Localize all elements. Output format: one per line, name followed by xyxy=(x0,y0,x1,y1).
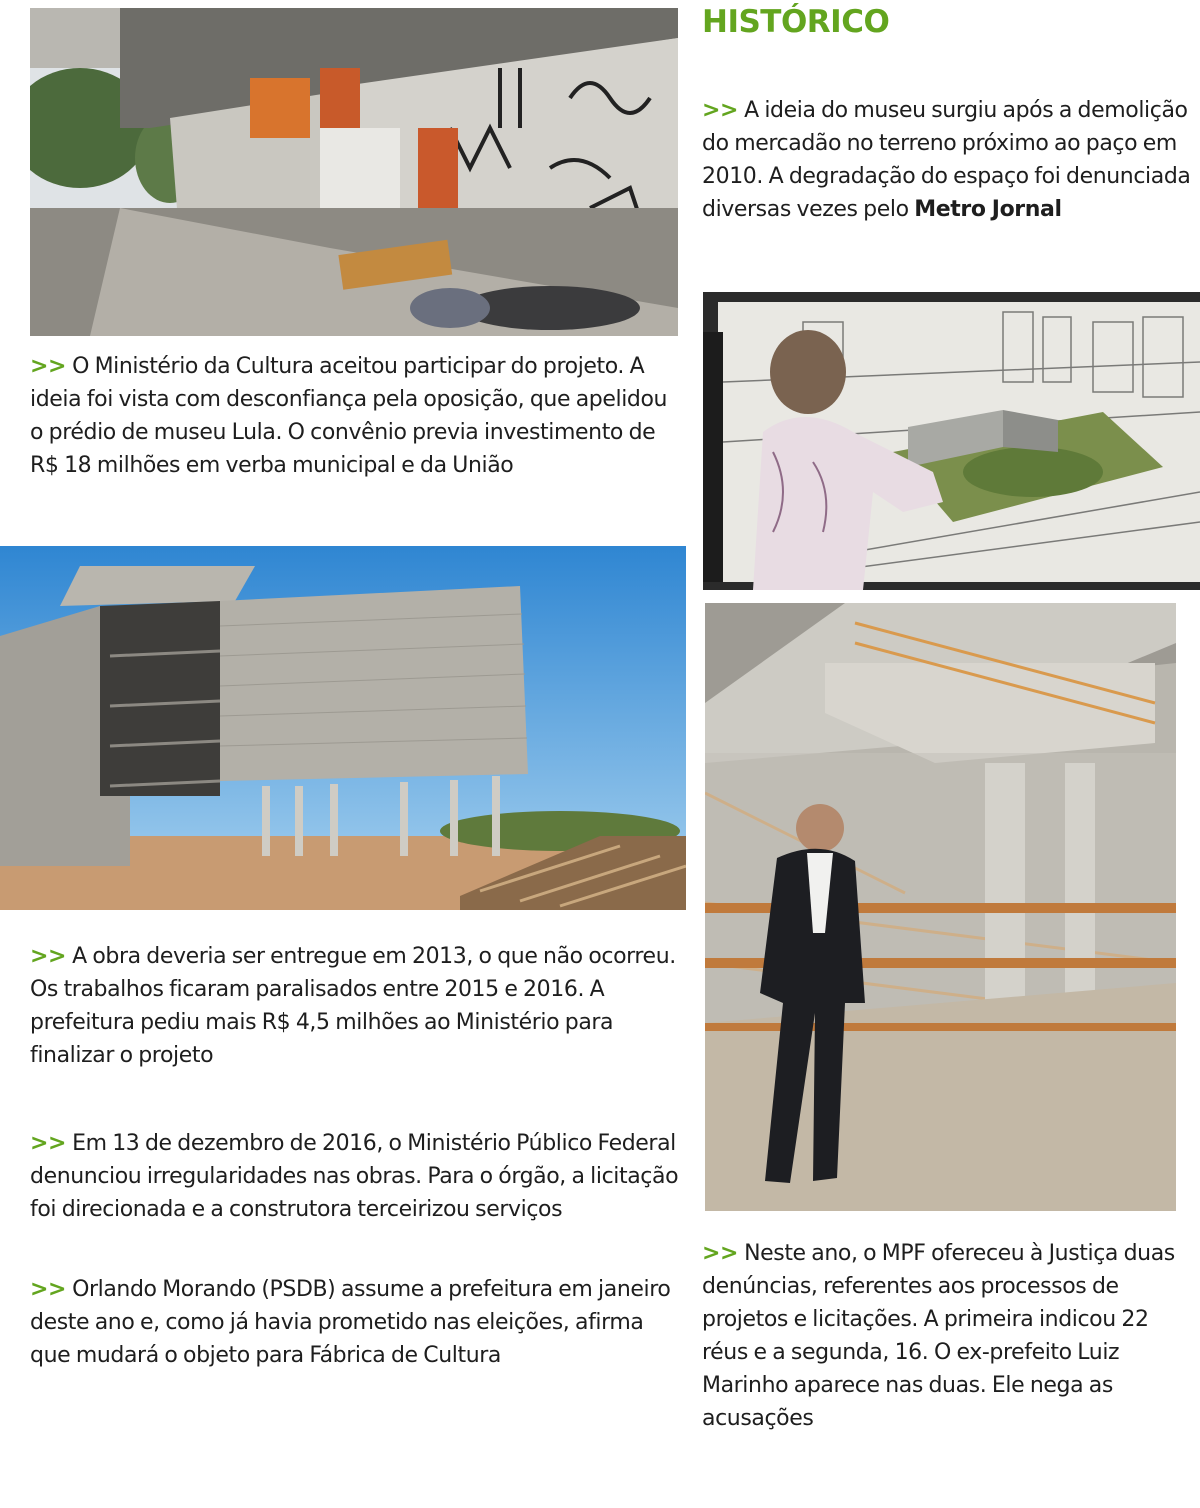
dezembro-text: Em 13 de dezembro de 2016, o Ministério Público Federal denunciou irregularidades nas obras. Para o órgão, a licitação foi direcionada e a construtora terceirizou serviços xyxy=(30,1131,679,1222)
obra-text: A obra deveria ser entregue em 2013, o que não ocorreu. Os trabalhos ficaram paralisados entre 2015 e 2016. A prefeitura pediu mais R$ 4,5 milhões ao Ministério para finalizar o projeto xyxy=(30,944,676,1068)
ministerio-text: O Ministério da Cultura aceitou participar do projeto. A ideia foi vista com desconfiança pela oposição, que apelidou o prédio de museu Lula. O convênio previa investimento de R$ 18 milhões em verba municipal e da União xyxy=(30,354,668,478)
concrete-building-photo xyxy=(0,546,686,910)
dezembro-paragraph xyxy=(30,1127,680,1226)
orlando-text: Orlando Morando (PSDB) assume a prefeitura em janeiro deste ano e, como já havia prometido nas eleições, afirma que mudará o objeto para Fábrica de Cultura xyxy=(30,1277,671,1368)
metro-jornal-text: Metro Jornal xyxy=(914,197,1062,222)
obra-paragraph xyxy=(30,940,680,1072)
mpf-paragraph xyxy=(702,1237,1192,1435)
orlando-paragraph xyxy=(30,1273,680,1372)
bullet-marker: >> xyxy=(30,1131,67,1156)
bullet-marker: >> xyxy=(702,98,739,123)
model-sketch-photo xyxy=(703,292,1200,590)
man-in-building-photo xyxy=(705,603,1176,1211)
graffiti-street-photo xyxy=(30,8,678,336)
historico-paragraph xyxy=(702,94,1192,226)
bullet-marker: >> xyxy=(30,944,67,969)
ministerio-paragraph xyxy=(30,350,680,482)
bullet-marker: >> xyxy=(30,354,67,379)
bullet-marker: >> xyxy=(702,1241,739,1266)
section-title: HISTÓRICO xyxy=(702,4,890,40)
mpf-text: Neste ano, o MPF ofereceu à Justiça duas denúncias, referentes aos processos de projetos e licitações. A primeira indicou 22 réus e a segunda, 16. O ex-prefeito Luiz Marinho aparece nas duas. Ele nega as acusações xyxy=(702,1241,1175,1431)
historico-text: A ideia do museu surgiu após a demolição do mercadão no terreno próximo ao paço em 2010. A degradação do espaço foi denunciada diversas vezes pelo xyxy=(702,98,1191,222)
bullet-marker: >> xyxy=(30,1277,67,1302)
